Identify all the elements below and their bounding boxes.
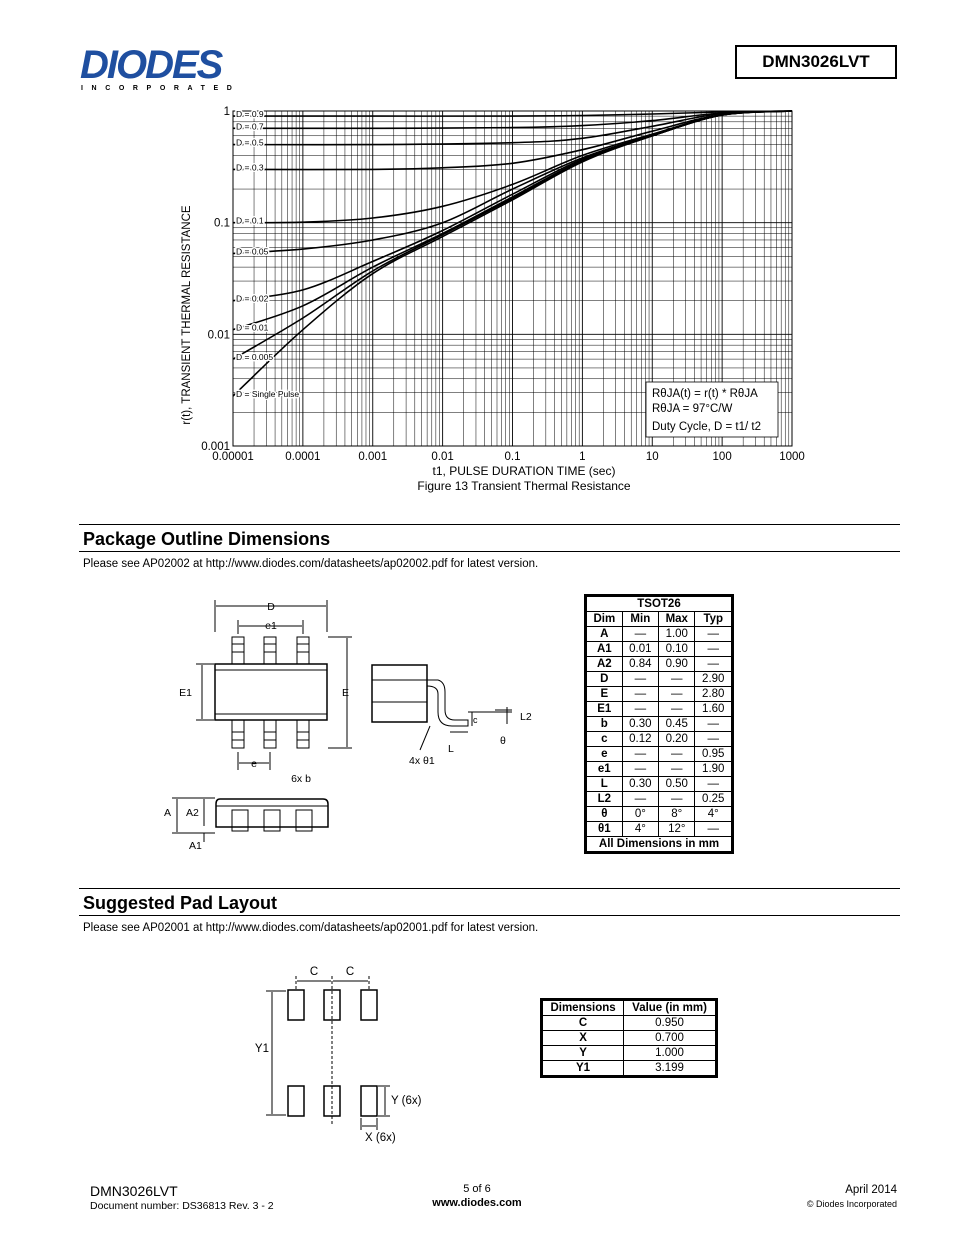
- table-row: [587, 702, 732, 717]
- label-b: 6x b: [291, 773, 311, 785]
- label-E: E: [342, 687, 350, 699]
- label-X: X (6x): [365, 1132, 396, 1144]
- table-cell: 0.84: [622, 657, 658, 672]
- package-outline-drawing: [160, 592, 560, 857]
- table-cell: —: [695, 822, 732, 837]
- label-theta: θ: [500, 735, 506, 747]
- table-cell: 0.12: [622, 732, 658, 747]
- chart-title: Figure 13 Transient Thermal Resistance: [417, 479, 631, 493]
- table-cell: —: [695, 627, 732, 642]
- label-e: e: [251, 758, 257, 770]
- table-row: [587, 747, 732, 762]
- table-cell: 0.95: [695, 747, 732, 762]
- table-cell: 0.950: [624, 1016, 716, 1031]
- pad-header-1: Value (in mm): [624, 1001, 716, 1016]
- table-cell: C: [543, 1016, 624, 1031]
- footer-date: April 2014: [845, 1184, 897, 1196]
- table-cell: 0.10: [659, 642, 695, 657]
- pad-note: Please see AP02001 at http://www.diodes.com/datasheets/ap02001.pdf for latest version.: [83, 922, 539, 934]
- table-cell: e1: [587, 762, 623, 777]
- table-cell: θ1: [587, 822, 623, 837]
- footer-doc-number: Document number: DS36813 Rev. 3 - 2: [90, 1200, 274, 1212]
- table-row: [587, 762, 732, 777]
- series-label: D = Single Pulse: [236, 389, 300, 400]
- section-rule-bottom: [79, 551, 900, 552]
- table-cell: 1.000: [624, 1046, 716, 1061]
- table-cell: —: [622, 702, 658, 717]
- x-tick-label: 10: [645, 451, 659, 463]
- label-C-left: C: [309, 966, 319, 978]
- y-tick-label: 1: [223, 106, 230, 118]
- table-cell: —: [695, 717, 732, 732]
- table-cell: 1.90: [695, 762, 732, 777]
- table-cell: —: [695, 732, 732, 747]
- table-row: [587, 672, 732, 687]
- label-c: c: [473, 715, 478, 725]
- x-tick-label: 0.001: [358, 451, 388, 463]
- tsot26-table: [586, 596, 732, 852]
- label-Y: Y (6x): [391, 1095, 422, 1107]
- series-label: D = 0.005: [236, 352, 274, 363]
- table-cell: 4°: [622, 822, 658, 837]
- label-E1: E1: [179, 687, 192, 699]
- tsot-header-2: Max: [659, 612, 695, 627]
- table-row: [543, 1016, 716, 1031]
- table-cell: —: [695, 777, 732, 792]
- x-tick-label: 100: [712, 451, 732, 463]
- table-row: [587, 642, 732, 657]
- table-row: [587, 777, 732, 792]
- annotation-line-3: Duty Cycle, D = t1/ t2: [652, 421, 761, 433]
- table-row: [543, 1031, 716, 1046]
- table-cell: 1.60: [695, 702, 732, 717]
- table-row: [587, 717, 732, 732]
- table-cell: L2: [587, 792, 623, 807]
- table-cell: —: [622, 762, 658, 777]
- table-cell: 0.700: [624, 1031, 716, 1046]
- table-cell: 0.01: [622, 642, 658, 657]
- x-tick-label: 1000: [779, 451, 805, 463]
- annotation-line-1: RθJA(t) = r(t) * RθJA: [652, 388, 758, 400]
- pad-table: [542, 1000, 716, 1076]
- table-cell: e: [587, 747, 623, 762]
- x-tick-label: 0.1: [504, 451, 521, 463]
- tsot-header-0: Dim: [587, 612, 623, 627]
- series-label: D = 0.01: [236, 322, 269, 333]
- thermal-resistance-chart: [170, 100, 820, 500]
- table-cell: 0.25: [695, 792, 732, 807]
- label-Y1: Y1: [254, 1043, 269, 1055]
- series-label: D = 0.7: [236, 121, 264, 132]
- tsot-header-3: Typ: [695, 612, 732, 627]
- table-cell: 3.199: [624, 1061, 716, 1076]
- label-e1: e1: [265, 620, 277, 632]
- table-row: [587, 627, 732, 642]
- table-cell: A: [587, 627, 623, 642]
- y-tick-label: 0.01: [207, 329, 230, 342]
- table-cell: E1: [587, 702, 623, 717]
- tsot-header-1: Min: [622, 612, 658, 627]
- table-cell: 0.30: [622, 777, 658, 792]
- tsot26-table-container: [584, 594, 734, 854]
- x-tick-label: 0.00001: [212, 451, 254, 463]
- logo-subtext: INCORPORATED: [81, 85, 241, 92]
- table-cell: Y1: [543, 1061, 624, 1076]
- table-row: [587, 822, 732, 837]
- footer-part-number: DMN3026LVT: [90, 1183, 178, 1199]
- label-A2: A2: [186, 807, 199, 819]
- logo-text: DIODES: [80, 44, 222, 87]
- section-rule-top-2: [79, 888, 900, 889]
- table-cell: —: [659, 792, 695, 807]
- table-cell: A2: [587, 657, 623, 672]
- label-L: L: [448, 743, 454, 755]
- series-label: D = 0.5: [236, 137, 264, 148]
- tsot26-table-title: TSOT26: [587, 597, 732, 612]
- table-cell: —: [622, 672, 658, 687]
- package-note: Please see AP02002 at http://www.diodes.com/datasheets/ap02002.pdf for latest version.: [83, 558, 539, 570]
- y-tick-label: 0.1: [214, 217, 230, 230]
- footer-page-number: 5 of 6: [463, 1183, 491, 1195]
- table-cell: 0.90: [659, 657, 695, 672]
- table-row: [543, 1061, 716, 1076]
- x-tick-label: 0.0001: [285, 451, 321, 463]
- x-tick-label: 1: [579, 451, 586, 463]
- part-number: DMN3026LVT: [762, 52, 870, 71]
- label-theta1: 4x θ1: [409, 755, 435, 767]
- table-cell: —: [659, 762, 695, 777]
- series-label: D = 0.3: [236, 162, 264, 173]
- table-cell: D: [587, 672, 623, 687]
- table-cell: c: [587, 732, 623, 747]
- section-rule-top: [79, 524, 900, 525]
- tsot26-table-footer: All Dimensions in mm: [587, 837, 732, 852]
- label-D: D: [267, 601, 275, 613]
- table-cell: Y: [543, 1046, 624, 1061]
- table-cell: —: [659, 702, 695, 717]
- table-cell: 12°: [659, 822, 695, 837]
- section-rule-bottom-2: [79, 915, 900, 916]
- x-tick-label: 0.01: [431, 451, 454, 463]
- table-row: [587, 792, 732, 807]
- table-cell: L: [587, 777, 623, 792]
- table-cell: 4°: [695, 807, 732, 822]
- table-cell: A1: [587, 642, 623, 657]
- table-cell: —: [659, 747, 695, 762]
- series-label: D = 0.1: [236, 215, 264, 226]
- annotation-line-2: RθJA = 97°C/W: [652, 403, 733, 415]
- table-cell: 2.90: [695, 672, 732, 687]
- table-row: [587, 732, 732, 747]
- table-cell: —: [622, 687, 658, 702]
- table-cell: —: [622, 627, 658, 642]
- series-label: D = 0.02: [236, 293, 269, 304]
- table-cell: —: [622, 792, 658, 807]
- table-cell: X: [543, 1031, 624, 1046]
- table-cell: 0.20: [659, 732, 695, 747]
- table-cell: —: [659, 687, 695, 702]
- label-A1: A1: [189, 840, 202, 852]
- table-cell: 0°: [622, 807, 658, 822]
- footer-copyright: © Diodes Incorporated: [806, 1199, 897, 1209]
- table-cell: 1.00: [659, 627, 695, 642]
- footer-website[interactable]: www.diodes.com: [432, 1197, 522, 1209]
- chart-svg: [170, 100, 820, 500]
- table-cell: θ: [587, 807, 623, 822]
- y-axis-label: r(t), TRANSIENT THERMAL RESISTANCE: [181, 205, 193, 425]
- table-cell: —: [695, 657, 732, 672]
- table-cell: b: [587, 717, 623, 732]
- part-number-box: [735, 45, 897, 79]
- pad-header-0: Dimensions: [543, 1001, 624, 1016]
- table-cell: 2.80: [695, 687, 732, 702]
- table-row: [587, 687, 732, 702]
- pad-section-title: Suggested Pad Layout: [83, 893, 278, 913]
- table-cell: —: [695, 642, 732, 657]
- pad-layout-drawing: [240, 958, 440, 1148]
- table-cell: 8°: [659, 807, 695, 822]
- table-cell: 0.50: [659, 777, 695, 792]
- x-axis-label: t1, PULSE DURATION TIME (sec): [432, 464, 616, 478]
- series-label: D = 0.9: [236, 109, 264, 120]
- package-section-title: Package Outline Dimensions: [83, 529, 331, 549]
- table-row: [587, 657, 732, 672]
- table-cell: E: [587, 687, 623, 702]
- table-row: [587, 807, 732, 822]
- label-L2: L2: [520, 711, 532, 723]
- series-label: D = 0.05: [236, 246, 269, 257]
- table-cell: 0.45: [659, 717, 695, 732]
- table-cell: 0.30: [622, 717, 658, 732]
- diodes-logo: [80, 44, 252, 94]
- pad-table-container: [540, 998, 718, 1078]
- y-tick-label: 0.001: [201, 441, 230, 453]
- table-row: [543, 1046, 716, 1061]
- table-cell: —: [622, 747, 658, 762]
- table-cell: —: [659, 672, 695, 687]
- label-C-right: C: [345, 966, 355, 978]
- label-A: A: [164, 807, 172, 819]
